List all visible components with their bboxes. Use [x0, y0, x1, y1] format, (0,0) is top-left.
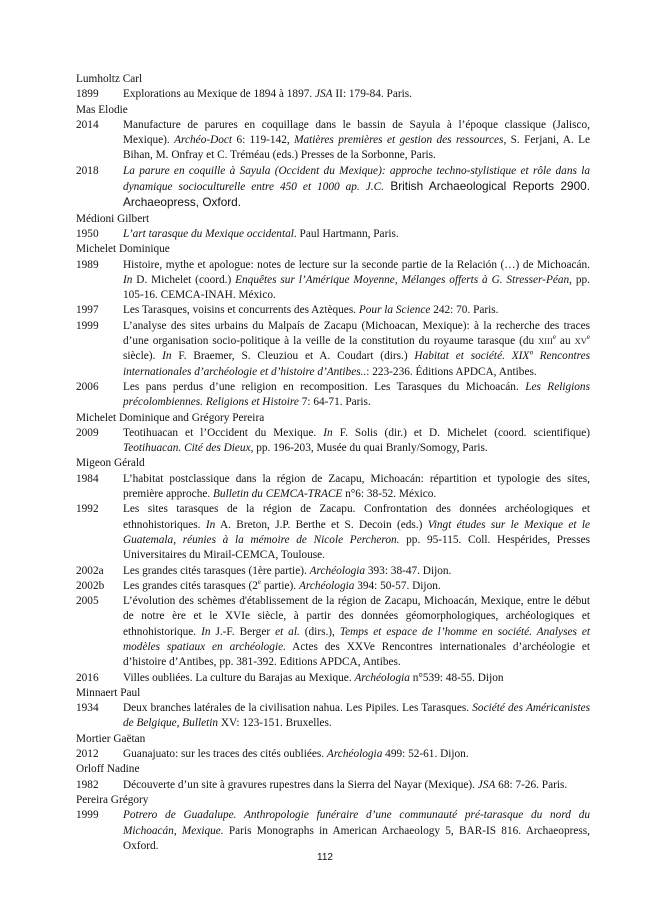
- reference-text: n°6: 38-52. México.: [342, 488, 437, 501]
- reference-text: , S. Ferjani, A. Le Bihan, M. Onfray et C. Tréméau (eds.) Presses de la Sorbonne, Paris.: [123, 134, 591, 162]
- reference-entry: [76, 380, 590, 411]
- entry-reference: [123, 87, 590, 102]
- entry-reference: [123, 747, 590, 762]
- reference-text: Les pans perdus d’une religion en recomposition. Les Tarasques du Michoacán.: [123, 380, 526, 393]
- entry-year: 1992: [76, 503, 99, 516]
- reference-text: e: [552, 333, 556, 342]
- italic-text: Vingt études sur le Mexique et le Guatemala, réunies à la mémoire de Nicole Percheron.: [123, 518, 591, 546]
- reference-entry: [76, 87, 590, 102]
- reference-text: Deux branches latérales de la civilisation nahua. Les Pipiles. Les Tarasques.: [123, 702, 473, 715]
- italic-text: Teotihuacan. Cité des Dieux: [123, 442, 251, 455]
- author-name: Migeon Gérald: [76, 457, 145, 470]
- entry-year: 2005: [76, 595, 99, 608]
- entry-reference: [123, 671, 590, 686]
- entry-reference: [123, 258, 590, 304]
- reference-entry: [76, 426, 590, 457]
- reference-text: II: 179-84. Paris.: [332, 88, 412, 101]
- reference-text: Teotihuacan et l’Occident du Mexique.: [123, 426, 324, 439]
- entry-year: 2002b: [76, 579, 105, 592]
- reference-text: Paris Monographs in American Archaeology 5, BAR-IS 816. Archaeopress, Oxford.: [123, 824, 590, 852]
- reference-text: n°539: 48-55. Dijon: [409, 671, 504, 684]
- entry-year: 1997: [76, 304, 99, 317]
- author-name: Minnaert Paul: [76, 686, 141, 699]
- reference-entry: [76, 579, 590, 594]
- reference-entry: [76, 671, 590, 686]
- author-name: Michelet Dominique: [76, 243, 170, 256]
- italic-text: Archéologia: [298, 579, 355, 592]
- entry-year: 2002a: [76, 564, 104, 577]
- entry-year: 2006: [76, 380, 99, 393]
- italic-text: L’art tarasque du Mexique occidental: [123, 227, 294, 240]
- reference-text: XIII: [538, 336, 553, 347]
- italic-text: Société des Américanistes de Belgique, Bulletin: [123, 702, 590, 730]
- italic-text: Potrero de Guadalupe. Anthropologie funéraire d’une communauté pré-tarasque du nord du Michoacán, Mexique.: [123, 809, 590, 837]
- reference-entry: [76, 747, 590, 762]
- reference-text: . Paul Hartmann, Paris.: [293, 227, 399, 240]
- reference-text: , pp. 105-16. CEMCA-INAH. México.: [123, 273, 590, 302]
- page-number: 112: [317, 852, 333, 863]
- italic-text: Archéologia: [354, 671, 410, 684]
- reference-text: Guanajuato: sur les traces des cités oubliées.: [123, 748, 327, 761]
- author-name: Pereira Grégory: [76, 793, 149, 806]
- entry-reference: [123, 426, 590, 457]
- reference-entry: [76, 164, 590, 212]
- entry-reference: [123, 227, 590, 242]
- italic-text: Les Religions précolombiennes. Religions et Histoire: [123, 380, 590, 409]
- italic-text: Habitat et société. XIXº Rencontres internationales d’archéologie et d’histoire d’Antibes..: [123, 350, 590, 378]
- reference-entry: [76, 701, 590, 732]
- reference-text: 499: 52-61. Dijon.: [382, 748, 469, 761]
- italic-text: In: [123, 273, 133, 286]
- reference-text: F. Solis (dir.) et D. Michelet (coord. scientifique): [332, 426, 590, 439]
- reference-entry: [76, 564, 590, 579]
- bibliography-list: [76, 72, 590, 854]
- reference-text: Manufacture de parures en coquillage dans le bassin de Sayula à l’époque classique (Jalisco, Mexique).: [123, 118, 590, 147]
- entry-year: 1984: [76, 472, 99, 485]
- author-name: Mortier Gaëtan: [76, 732, 146, 745]
- entry-reference: [123, 303, 590, 318]
- reference-text: Histoire, mythe et apologue: notes de lecture sur la seconde partie de la Relación (…) de Michoacán.: [123, 258, 590, 271]
- italic-text: Enquêtes sur l’Amérique Moyenne, Mélanges offerts à G. Stresser-Péan: [235, 273, 570, 286]
- italic-text: Bulletin du CEMCA-TRACE: [213, 488, 343, 501]
- author-name: Mas Elodie: [76, 103, 128, 116]
- entry-reference: [123, 502, 590, 563]
- reference-text: D. Michelet (coord.): [132, 273, 236, 286]
- author-name: Lumholtz Carl: [76, 73, 143, 85]
- entry-year: 2012: [76, 748, 99, 761]
- entry-year: 2016: [76, 671, 99, 684]
- reference-text: J.-F. Berger: [210, 625, 276, 638]
- italic-text: JSA: [315, 88, 333, 101]
- entry-reference: [123, 778, 590, 793]
- italic-text: Temps et espace de l’homme en société. Analyses et modèles spatiaux en archéologie.: [123, 625, 590, 653]
- reference-text: XV: 123-151. Bruxelles.: [218, 717, 332, 730]
- reference-text: : 223-236. Éditions APDCA, Antibes.: [366, 365, 537, 378]
- entry-year: 2018: [76, 164, 99, 177]
- reference-entry: [76, 118, 590, 164]
- entry-reference: [123, 594, 590, 670]
- entry-reference: [123, 118, 590, 164]
- entry-reference: [123, 808, 590, 854]
- reference-text: pp. 95-115. Coll. Hespérides, Presses Universitaires du Mirail-CEMCA, Toulouse.: [123, 533, 590, 562]
- reference-text: Les Tarasques, voisins et concurrents des Aztèques.: [123, 304, 359, 317]
- italic-text: In: [162, 350, 172, 363]
- entry-year: 1934: [76, 702, 99, 715]
- reference-text: Les sites tarasques de la région de Zacapu. Confrontation des données archéologiques et ethnohistoriques.: [123, 503, 590, 531]
- reference-text: partie).: [261, 579, 299, 592]
- reference-text: Les grandes cités tarasques (2: [123, 579, 258, 592]
- entry-reference: [123, 564, 590, 579]
- entry-year: 1899: [76, 88, 99, 101]
- entry-year: 1982: [76, 778, 99, 791]
- reference-text: 394: 50-57. Dijon.: [354, 579, 441, 592]
- entry-year: 1950: [76, 227, 99, 240]
- reference-entry: [76, 808, 590, 854]
- entry-reference: [123, 319, 590, 380]
- entry-reference: [123, 472, 590, 503]
- author-name: Médioni Gilbert: [76, 212, 150, 225]
- reference-text: 7: 64-71. Paris.: [298, 396, 371, 409]
- italic-text: Archéo-Doct: [174, 134, 233, 147]
- entry-reference: [123, 164, 590, 212]
- reference-entry: [76, 227, 590, 242]
- reference-text: Les grandes cités tarasques (1ère partie).: [123, 564, 310, 577]
- reference-text: A. Breton, J.P. Berthe et S. Decoin (eds.): [215, 518, 428, 531]
- reference-text: F. Braemer, S. Cleuziou et A. Coudart (dirs.): [171, 350, 415, 363]
- reference-text: e: [257, 578, 261, 587]
- reference-text: e: [586, 333, 590, 342]
- entry-year: 2009: [76, 426, 99, 439]
- entry-year: 1999: [76, 319, 99, 332]
- italic-text: In: [201, 625, 211, 638]
- reference-text: 6: 119-142,: [232, 134, 295, 147]
- reference-text: XV: [574, 336, 587, 347]
- author-name: Michelet Dominique and Grégory Pereira: [76, 411, 265, 424]
- italic-text: In: [205, 518, 216, 531]
- italic-text: La parure en coquille à Sayula (Occident du Mexique): approche techno-stylistique et rôle dans la dynamique socioculturelle entre 450 et 1000 ap. J.C.: [123, 164, 590, 194]
- author-name: Orloff Nadine: [76, 763, 140, 776]
- reference-entry: [76, 319, 590, 380]
- reference-text: Villes oubliées. La culture du Barajas au Mexique.: [123, 671, 355, 684]
- reference-text: , pp. 196-203, Musée du quai Branly/Somogy, Paris.: [250, 442, 488, 455]
- italic-text: JSA: [477, 778, 496, 791]
- italic-text: In: [323, 426, 333, 439]
- reference-text: Découverte d’un site à gravures rupestres dans la Sierra del Nayar (Mexique).: [123, 778, 478, 791]
- reference-text: 68: 7-26. Paris.: [495, 778, 568, 791]
- reference-text: L’analyse des sites urbains du Malpaís de Zacapu (Michoacan, Mexique): à la recherche des traces d’une organisation socio-politique à la veille de la constitution du royaume tarasque (du: [123, 319, 590, 348]
- reference-entry: [76, 502, 590, 563]
- reference-text: (dirs.),: [299, 625, 340, 638]
- reference-text: siècle).: [123, 350, 163, 363]
- entry-reference: [123, 579, 590, 594]
- entry-year: 1999: [76, 809, 99, 822]
- reference-text: British Archaeological Reports 2900. Archaeopress, Oxford.: [123, 179, 590, 210]
- reference-text: L’évolution des schèmes d'établissement de la région de Zacapu, Michoacán, Mexique, entre le début de notre ère et le XVIe siècle, à partir des données géomorphologiques, archéologiques et ethnohistorique.: [123, 595, 590, 638]
- entry-reference: [123, 380, 590, 411]
- italic-text: Archéologia: [309, 564, 366, 577]
- reference-text: 242: 70. Paris.: [430, 304, 499, 317]
- reference-entry: [76, 594, 590, 670]
- reference-text: L’habitat postclassique dans la région de Zacapu, Michoacán: répartition et typologie des sites, première approche.: [123, 472, 590, 501]
- italic-text: Pour la Science: [358, 304, 431, 317]
- italic-text: et al.: [275, 625, 300, 638]
- italic-text: Matières premières et gestion des ressources: [294, 134, 504, 147]
- reference-entry: [76, 472, 590, 503]
- entry-year: 1989: [76, 258, 99, 271]
- reference-text: Actes des XXVe Rencontres internationales d’archéologie et d’histoire d’Antibes, pp. 381-392. Editions APDCA, Antibes.: [123, 640, 590, 669]
- reference-text: au: [555, 335, 575, 348]
- reference-entry: [76, 258, 590, 304]
- reference-entry: [76, 778, 590, 793]
- reference-text: Explorations au Mexique de 1894 à 1897.: [123, 88, 316, 101]
- reference-text: 393: 38-47. Dijon.: [365, 564, 452, 577]
- entry-year: 2014: [76, 118, 99, 131]
- entry-reference: [123, 701, 590, 732]
- reference-entry: [76, 303, 590, 318]
- italic-text: Archéologia: [326, 748, 383, 761]
